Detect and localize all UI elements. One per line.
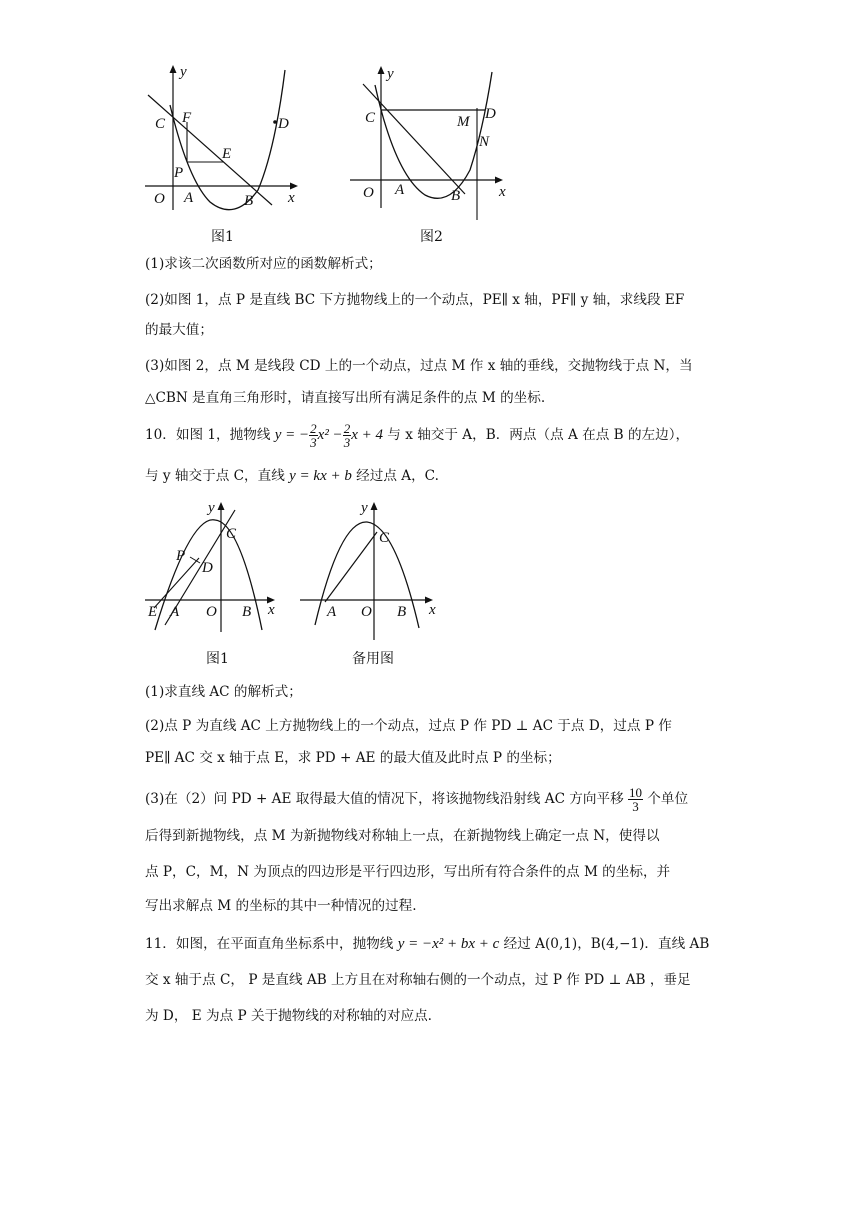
q10-part2-line1: (2)点 P 为直线 AC 上方抛物线上的一个动点，过点 P 作 PD ⊥ AC 于点 D，过点 P 作 — [145, 718, 672, 734]
label-d: D — [485, 106, 496, 122]
label-b: B — [397, 604, 407, 620]
line-formula: y = kx + b — [289, 468, 352, 484]
figure-2-caption: 图2 — [420, 229, 443, 245]
q9-part3-line1: (3)如图 2，点 M 是线段 CD 上的一个动点，过点 M 作 x 轴的垂线，交抛物线于点 N，当 — [145, 358, 693, 374]
label-p: P — [176, 548, 186, 564]
label-d: D — [202, 560, 213, 576]
figure-1-caption: 图1 — [211, 229, 234, 245]
q10-part2-line2: PE∥ AC 交 x 轴于点 E，求 PD + AE 的最大值及此时点 P 的坐标； — [145, 750, 561, 766]
label-c: C — [365, 110, 376, 126]
label-a: A — [170, 604, 180, 620]
label-x: x — [499, 184, 506, 200]
label-a: A — [184, 190, 194, 206]
label-y: y — [180, 64, 187, 80]
label-c: C — [379, 530, 390, 546]
label-n: N — [479, 134, 490, 150]
label-o: O — [154, 191, 165, 207]
q11-line2: 交 x 轴于点 C， P 是直线 AB 上方且在对称轴右侧的一个动点，过 P 作 PD ⊥ AB ，垂足 — [145, 972, 691, 988]
q9-part1: (1)求该二次函数所对应的函数解析式； — [145, 256, 382, 272]
label-b: B — [451, 188, 461, 204]
label-x: x — [429, 602, 436, 618]
label-x: x — [288, 190, 295, 206]
label-m: M — [457, 114, 470, 130]
q10-part3-line3: 点 P，C，M，N 为顶点的四边形是平行四边形，写出所有符合条件的点 M 的坐标，并 — [145, 864, 671, 880]
label-f: F — [182, 110, 192, 126]
label-o: O — [361, 604, 372, 620]
q10-intro-text-a: 10．如图 1，抛物线 — [145, 426, 275, 443]
label-b: B — [242, 604, 252, 620]
label-y: y — [387, 66, 394, 82]
line-cb — [363, 84, 465, 194]
label-o: O — [206, 604, 217, 620]
q9-part3-line2: △CBN 是直角三角形时，请直接写出所有满足条件的点 M 的坐标. — [145, 390, 546, 406]
label-e: E — [148, 604, 158, 620]
fraction-ten-thirds: $\frac{10}{3}$ — [628, 785, 642, 814]
y-axis-arrow — [371, 502, 378, 510]
figure-4 — [295, 500, 445, 640]
label-e: E — [222, 146, 232, 162]
parabola-formula: y = − $\frac{2}{3}$ x² − $\frac{2}{3}$ x + 4 — [274, 421, 383, 450]
label-b: B — [244, 193, 254, 209]
q10-part1: (1)求直线 AC 的解析式； — [145, 684, 302, 700]
q9-part2-line2: 的最大值； — [145, 322, 213, 338]
q10-intro-line1 — [145, 422, 689, 449]
figure-3-caption: 图1 — [206, 651, 229, 667]
y-axis-arrow — [378, 66, 385, 74]
line-ac — [325, 532, 377, 602]
y-axis-arrow — [218, 502, 225, 510]
figure-2 — [345, 60, 520, 220]
label-y: y — [361, 500, 368, 516]
q10-intro-text-b: 与 x 轴交于 A，B．两点（点 A 在点 B 的左边）， — [382, 426, 690, 443]
label-a: A — [327, 604, 337, 620]
label-p: P — [174, 165, 184, 181]
q10-part3-line1: (3)在（2）问 PD + AE 取得最大值的情况下，将该抛物线沿射线 AC 方向平移 $\frac{10}{3}$ 个单位 — [145, 785, 689, 814]
q11-line3: 为 D， E 为点 P 关于抛物线的对称轴的对应点. — [145, 1008, 432, 1024]
figure-4-caption: 备用图 — [352, 651, 394, 667]
y-axis-arrow — [170, 65, 177, 73]
label-c: C — [155, 116, 166, 132]
x-axis-arrow — [290, 183, 298, 190]
parabola-11-formula: y = −x² + bx + c — [397, 936, 500, 952]
label-y: y — [208, 500, 215, 516]
label-a: A — [395, 182, 405, 198]
label-d: D — [278, 116, 289, 132]
q9-part2-line1: (2)如图 1，点 P 是直线 BC 下方抛物线上的一个动点，PE∥ x 轴，PF∥ y 轴，求线段 EF — [145, 292, 685, 308]
q10-part3-line4: 写出求解点 M 的坐标的其中一种情况的过程. — [145, 898, 417, 914]
x-axis-arrow — [495, 177, 503, 184]
parabola — [375, 72, 492, 198]
label-o: O — [363, 185, 374, 201]
q10-part3-line2: 后得到新抛物线，点 M 为新抛物线对称轴上一点，在新抛物线上确定一点 N，使得以 — [145, 828, 660, 844]
line-bc — [148, 95, 272, 205]
figure-3 — [140, 500, 290, 640]
q10-intro-line2: 与 y 轴交于点 C，直线 y = kx + b 经过点 A，C. — [145, 468, 439, 484]
figure-1 — [140, 60, 310, 220]
label-x: x — [268, 602, 275, 618]
label-c: C — [226, 526, 237, 542]
point-d — [273, 120, 277, 124]
q11-line1: 11．如图，在平面直角坐标系中，抛物线 y = −x² + bx + c 经过 A(0,1)，B(4,−1)．直线 AB — [145, 936, 710, 952]
